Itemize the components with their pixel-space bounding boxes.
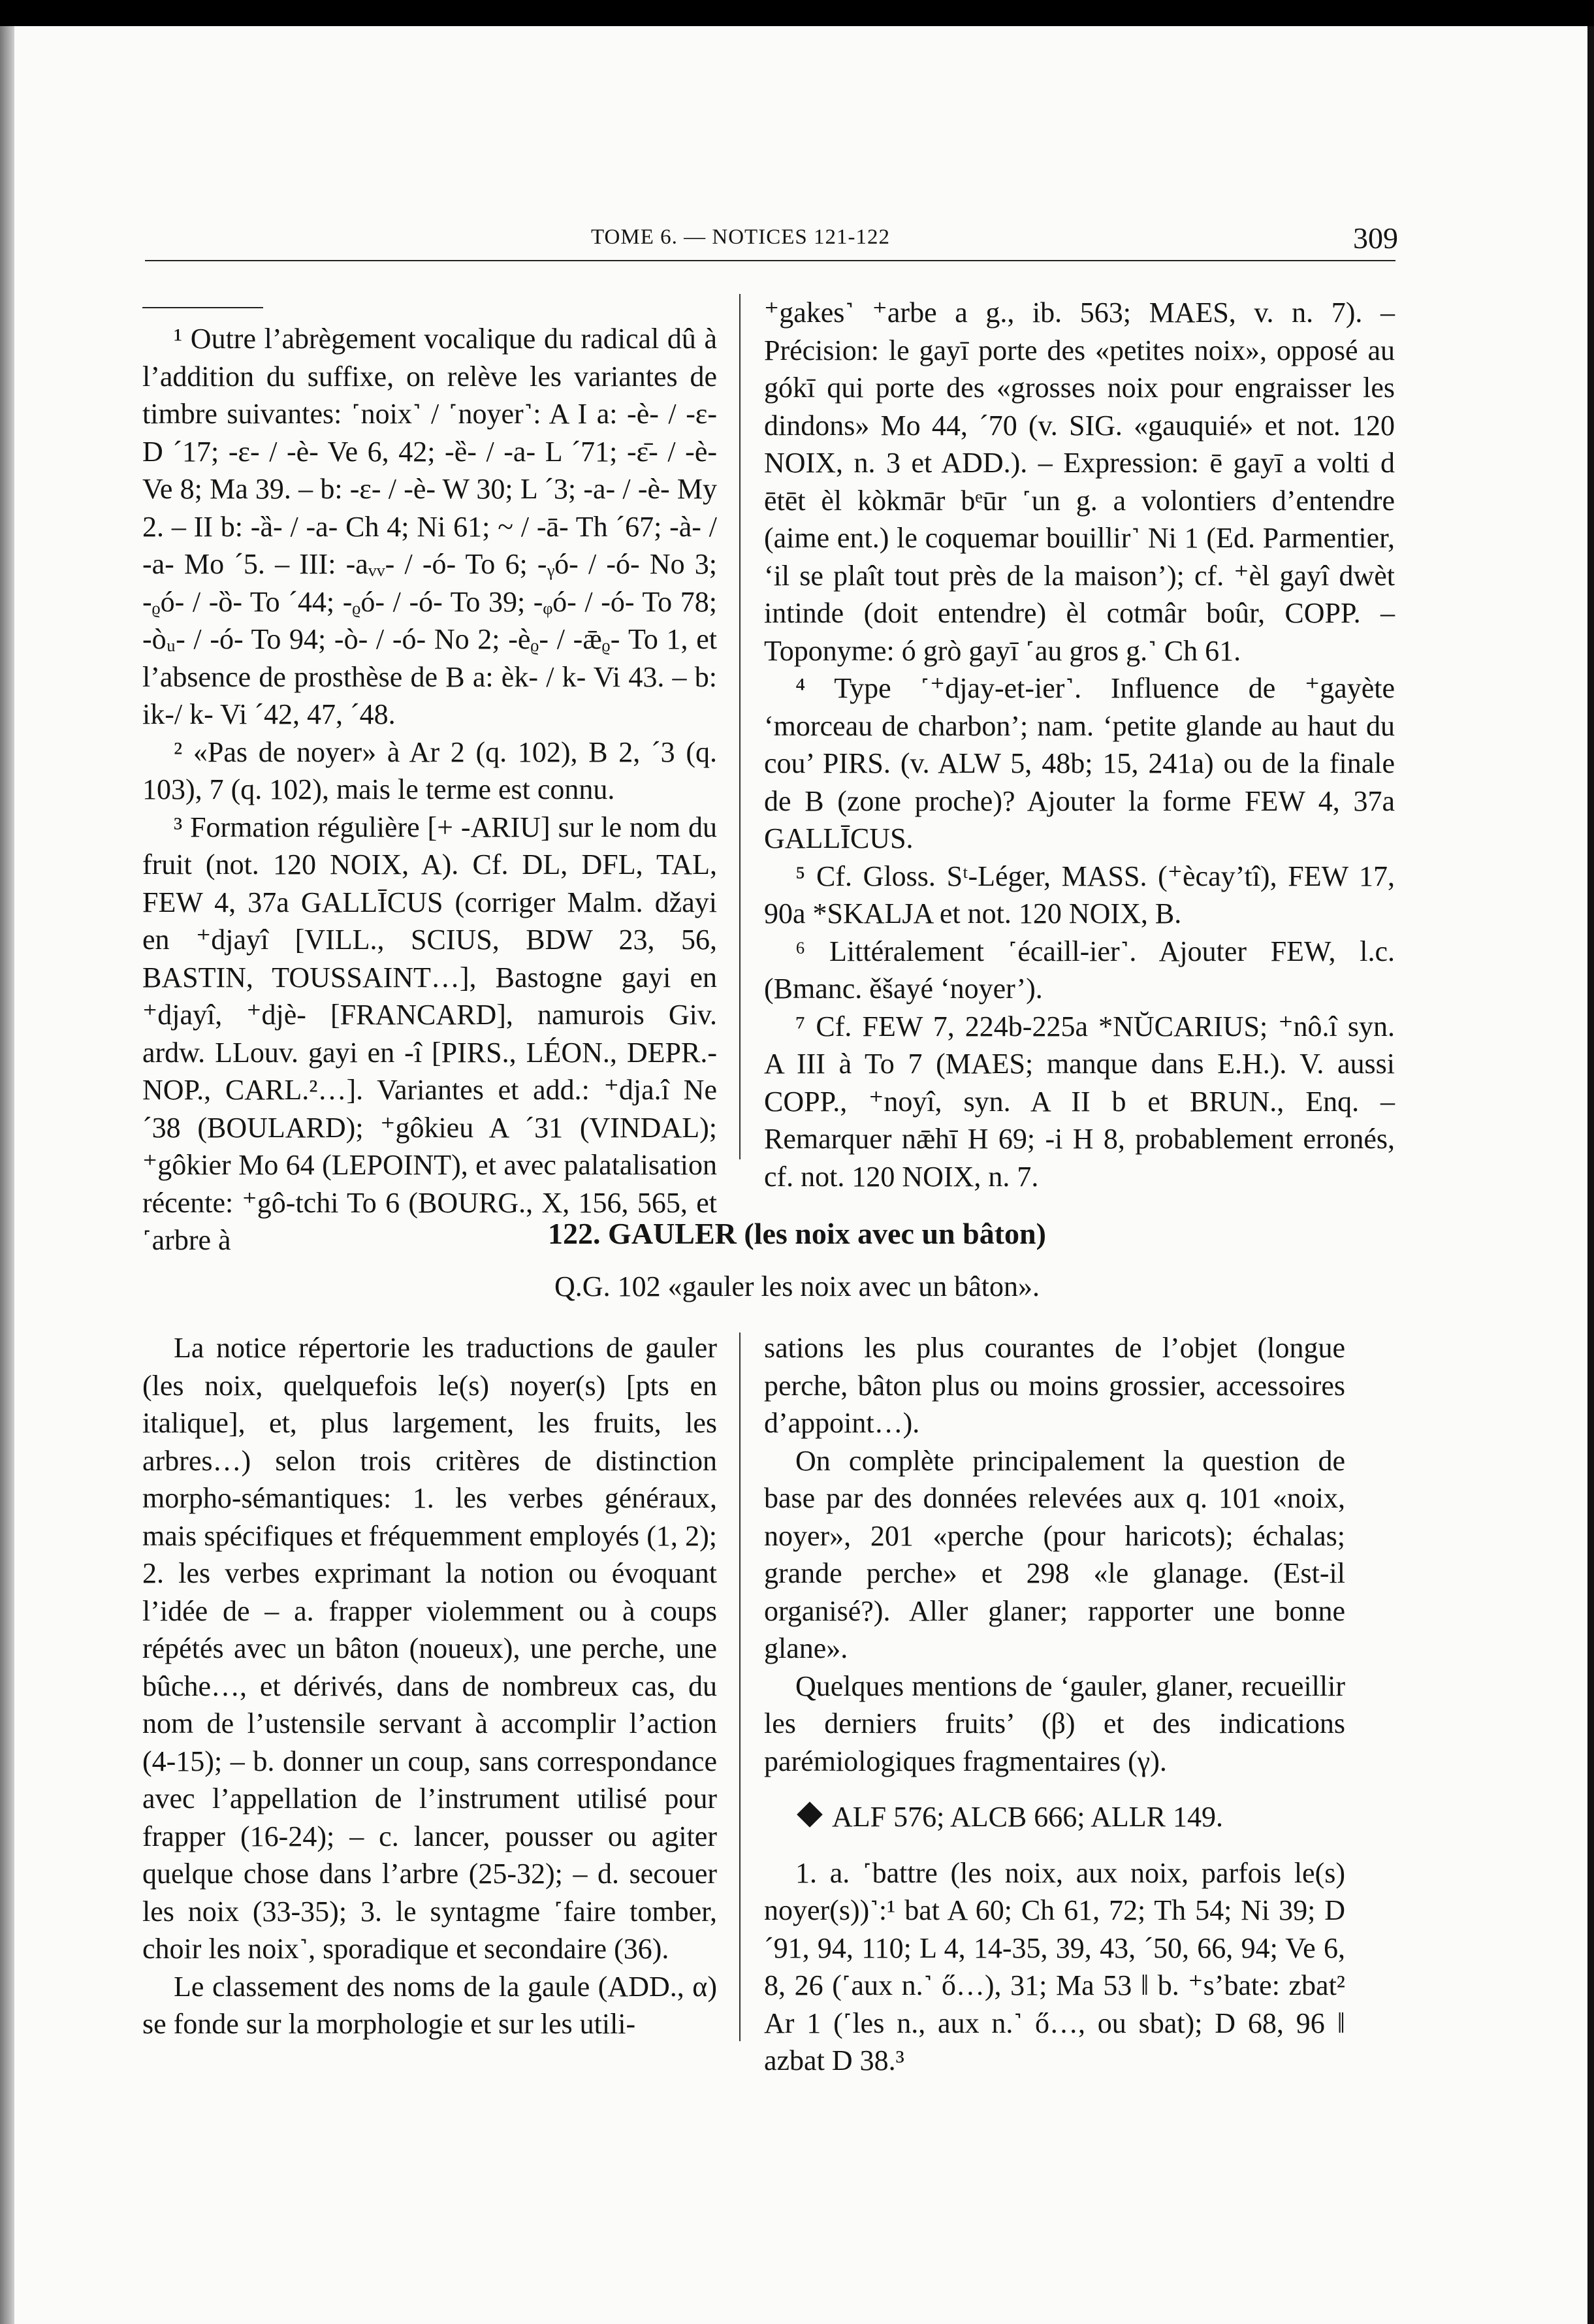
atlas-references-text: ALF 576; ALCB 666; ALLR 149. xyxy=(832,1801,1223,1833)
footnotes-right-column xyxy=(764,294,1395,1195)
header-rule xyxy=(145,260,1395,261)
section-question: Q.G. 102 «gauler les noix avec un bâton». xyxy=(554,1270,1040,1302)
footnotes-left-column xyxy=(142,306,717,1259)
page-edge-left xyxy=(0,26,14,2324)
page-edge-right xyxy=(1587,26,1594,2324)
diamond-icon xyxy=(797,1801,823,1828)
footnote-3: ³ Formation régulière [+ -ARIU] sur le nom du fruit (not. 120 NOIX, A). Cf. DL, DFL, TAL, FEW 4, 37a GALLĪCUS (corriger Malm. džayi en ⁺djayî [VILL., SCIUS, BDW 23, 56, BASTIN, TOUSSAINT…], Bastogne gayi en ⁺djayî, ⁺djè- [FRANCARD], namurois Giv. ardw. LLouv. gayi en -î [PIRS., LÉON., DEPR.-NOP., CARL.²…]. Variantes et add.: ⁺dja.î Ne ´38 (BOULARD); ⁺gôkieu A ´31 (VINDAL); ⁺gôkier Mo 64 (LEPOINT), et avec palatalisation récente: ⁺gô-tchi To 6 (BOURG., X, 156, 565, et ˹arbre à xyxy=(142,811,717,1256)
footnote-separator xyxy=(142,307,263,308)
footnote-5: ⁵ Cf. Gloss. Sᵗ-Léger, MASS. (⁺ècay’tî), FEW 17, 90a *SKALJA et not. 120 NOIX, B. xyxy=(764,860,1395,929)
body-right-column xyxy=(764,1329,1345,2080)
footnote-2: ² «Pas de noyer» à Ar 2 (q. 102), B 2, ´3 (q. 103), 7 (q. 102), mais le terme est connu. xyxy=(142,735,717,805)
running-head: TOME 6. — NOTICES 121-122 xyxy=(591,225,890,249)
footnote-1: ¹ Outre l’abrègement vocalique du radical dû à l’addition du suffixe, on relève les variantes de timbre suivantes: ˹noix˺ / ˹noyer˺: A I a: -è- / -ɛ- D ´17; -ɛ- / -è- Ve 6, 42; -ȅ- / -a- L ´71; -ɛ̄- / -è- Ve 8; Ma 39. – b: -ɛ- / -è- W 30; L ´3; -a- / -è- My 2. – II b: -ȁ- / -a- Ch 4; Ni 61; ~ / -ā- Th ´67; -à- / -a- Mo ´5. – III: -aᵥᵥ- / -ó- To 6; -ᵧó- / -ó- No 3; -ᵨó- / -ȍ- To ´44; -ᵨó- / -ó- To 39; -ᵩó- / -ó- To 78; -òᵤ- / -ó- To 94; -ò- / -ó- No 2; -èᵨ- / -ǣᵨ- To 1, et l’absence de prosthèse de B a: èk- / k- Vi 43. – b: ik-/ k- Vi ´42, 47, ´48. xyxy=(142,323,717,730)
body-paragraph-2: Le classement des noms de la gaule (ADD., α) se fonde sur la morphologie et sur les utili- xyxy=(142,1970,717,2040)
atlas-references xyxy=(764,1798,1345,1836)
body-left-column xyxy=(142,1329,717,2043)
entry-1: 1. a. ˹battre (les noix, aux noix, parfois le(s) noyer(s))˺:¹ bat A 60; Ch 61, 72; Th 54; Ni 39; D ´91, 94, 110; L 4, 14-35, 39, 43, ´50, 66, 94; Ve 6, 8, 26 (˹aux n.˺ ő…), 31; Ma 53 ‖ b. ⁺s’bate: zbat² Ar 1 (˹les n., aux n.˺ ő…, ou sbat); D 68, 96 ‖ azbat D 38.³ xyxy=(764,1856,1345,2076)
body-paragraph-continued: sations les plus courantes de l’objet (longue perche, bâton plus ou moins grossier, accessoires d’appoint…). xyxy=(764,1332,1345,1439)
footnote-column-divider xyxy=(739,294,741,1159)
section-title: 122. GAULER (les noix avec un bâton) xyxy=(548,1217,1046,1250)
footnote-6: ⁶ Littéralement ˹écaill-ier˺. Ajouter FEW, l.c. (Bmanc. ěšayé ‘noyer’). xyxy=(764,935,1395,1005)
body-column-divider xyxy=(739,1332,741,2041)
footnote-4: ⁴ Type ˹⁺djay-et-ier˺. Influence de ⁺gayète ‘morceau de charbon’; nam. ‘petite glande au haut du cou’ PIRS. (v. ALW 5, 48b; 15, 241a) ou de la finale de B (zone proche)? Ajouter la forme FEW 4, 37a GALLĪCUS. xyxy=(764,672,1395,854)
body-paragraph-3: On complète principalement la question de base par des données relevées aux q. 101 «noix, noyer», 201 «perche (pour haricots); échalas; grande perche» et 298 «le glanage. (Est-il organisé?). Aller glaner; rapporter une bonne glane». xyxy=(764,1444,1345,1664)
page-number: 309 xyxy=(1353,221,1398,255)
footnote-7: ⁷ Cf. FEW 7, 224b-225a *NŬCARIUS; ⁺nô.î syn. A III à To 7 (MAES; manque dans E.H.). V. aussi COPP., ⁺noyî, syn. A II b et BRUN., Enq. – Remarquer nǣhī H 69; -i H 8, probablement erronés, cf. not. 120 NOIX, n. 7. xyxy=(764,1010,1395,1193)
footnote-3-continued: ⁺gakes˺ ⁺arbe a g., ib. 563; MAES, v. n. 7). – Précision: le gayī porte des «petites noix», opposé au gókī qui porte des «grosses noix pour engraisser les dindons» Mo 44, ´70 (v. SIG. «gauquié» et not. 120 NOIX, n. 3 et ADD.). – Expression: ē gayī a volti d ētēt èl kòkmār bᵉūr ˹un g. a volontiers d’entendre (aime ent.) le coquemar bouillir˺ Ni 1 (Ed. Parmentier, ‘il se plaît tout près de la maison’); cf. ⁺èl gayî dwèt intinde (doit entendre) èl cotmâr boûr, COPP. – Toponyme: ó grò gayī ˹au gros g.˺ Ch 61. xyxy=(764,297,1395,667)
body-paragraph-4: Quelques mentions de ‘gauler, glaner, recueillir les derniers fruits’ (β) et des indications parémiologiques fragmentaires (γ). xyxy=(764,1670,1345,1777)
body-paragraph-1: La notice répertorie les traductions de gauler (les noix, quelquefois le(s) noyer(s) [pts en italique], et, plus largement, les fruits, les arbres…) selon trois critères de distinction morpho-sémantiques: 1. les verbes généraux, mais spécifiques et fréquemment employés (1, 2); 2. les verbes exprimant la notion ou évoquant l’idée de – a. frapper violemment ou à coups répétés avec un bâton (noueux), une perche, une bûche…, et dérivés, dans de nombreux cas, du nom de l’ustensile servant à accomplir l’action (4-15); – b. donner un coup, sans correspondance avec l’appellation de l’instrument utilisé pour frapper (16-24); – c. lancer, pousser ou agiter quelque chose dans l’arbre (25-32); – d. secouer les noix (33-35); 3. le syntagme ˹faire tomber, choir les noix˺, sporadique et secondaire (36). xyxy=(142,1332,717,1965)
